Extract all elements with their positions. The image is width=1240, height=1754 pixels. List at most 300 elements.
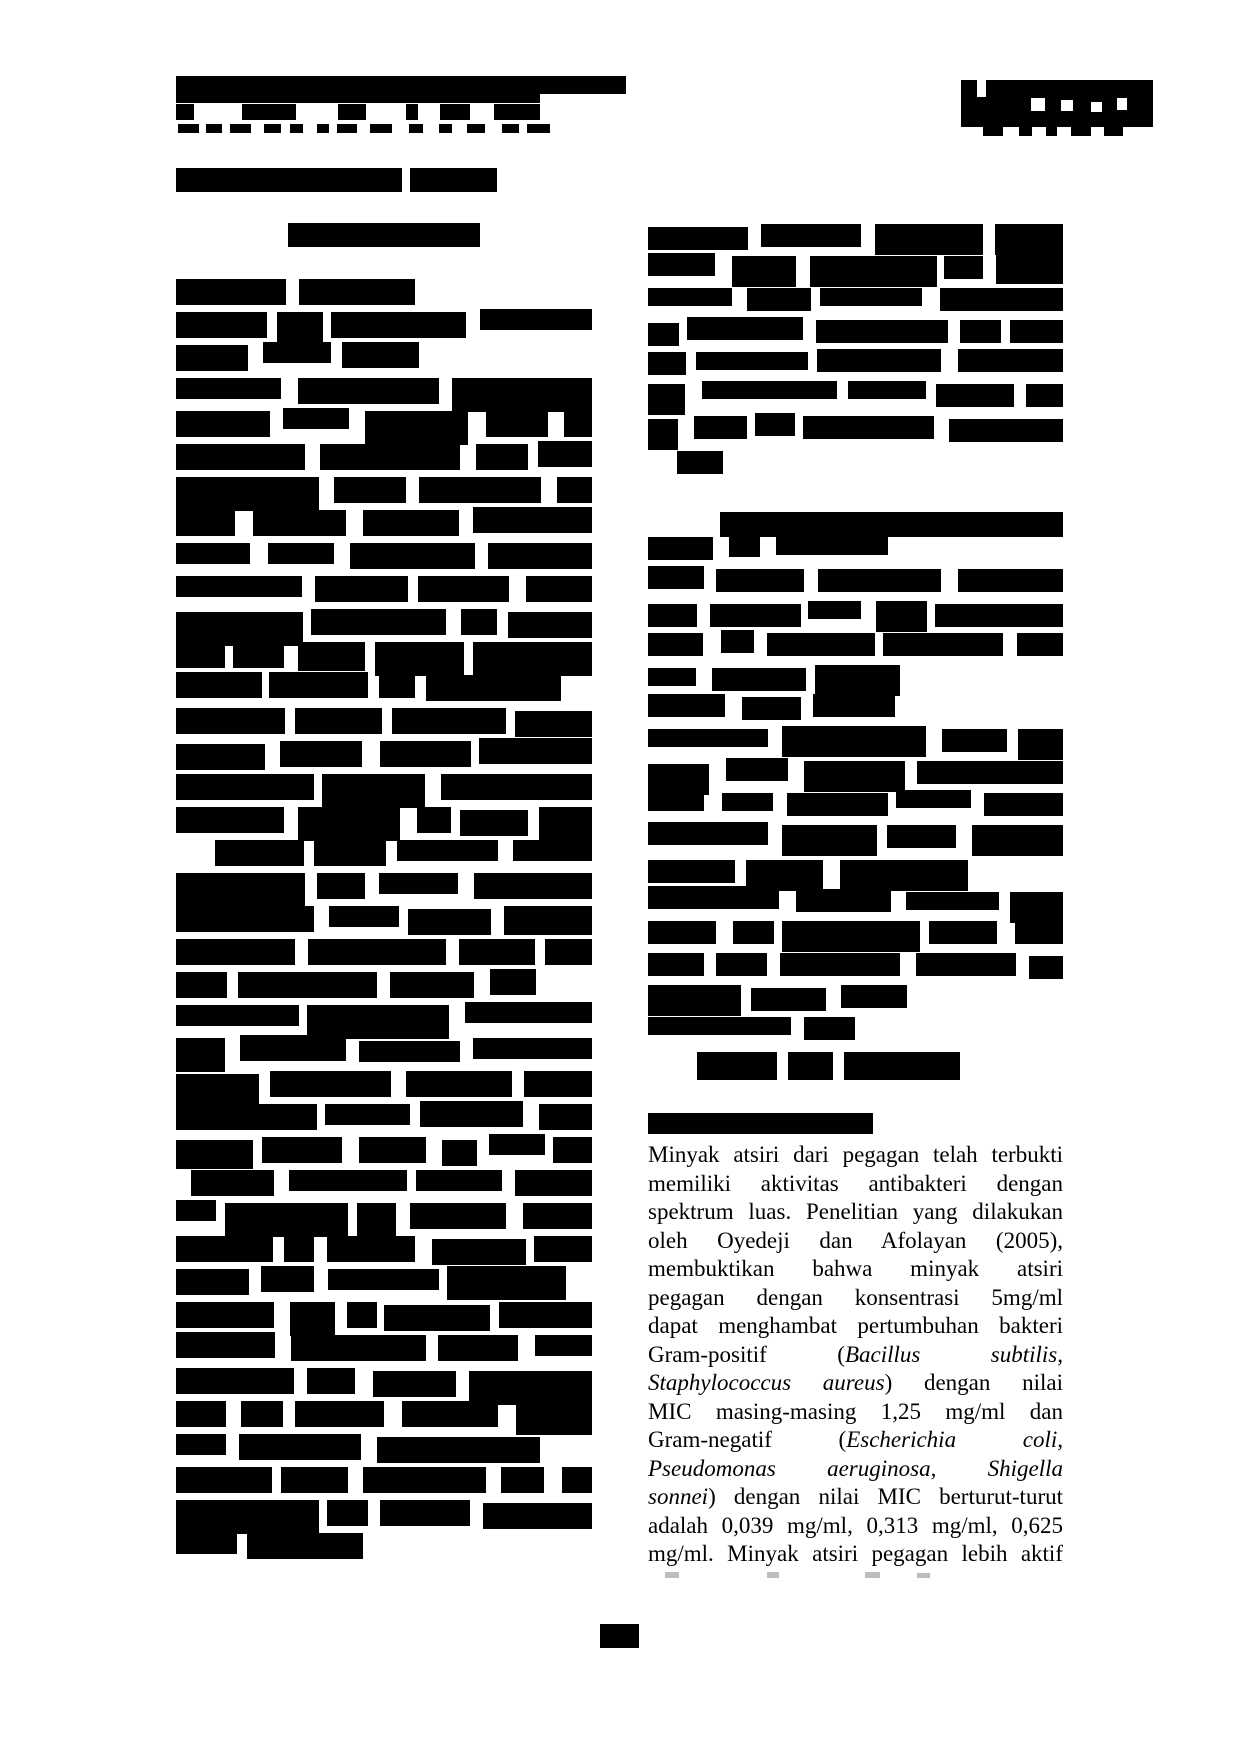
redaction-word [984,793,1063,816]
redaction-word [176,1332,275,1358]
redaction-word [729,534,760,557]
redaction-word [929,921,997,944]
redaction-dash [1104,127,1123,136]
redaction-word [972,825,1063,856]
paragraph-line [648,1540,1063,1569]
paragraph-line [648,1341,1063,1370]
redaction-word [648,886,779,909]
redaction-word [176,1434,226,1455]
redaction-word [776,537,887,555]
redaction-dash [409,124,423,133]
redaction-word [782,921,920,952]
redaction-word [176,1467,272,1493]
redaction-word [996,253,1063,284]
body-text: Minyak atsiri dari pegagan telah terbukti [648,1142,1063,1167]
redaction-word [648,764,709,795]
redaction-word [782,825,877,856]
redaction-word [357,1203,396,1237]
redaction-word [290,1302,335,1336]
redaction-word [721,630,754,653]
redaction-word [515,1170,592,1196]
redaction-word [687,317,803,340]
redacted-title-line-2 [176,104,540,120]
redaction-word [465,1002,592,1023]
body-text: Gram-positif ( [648,1341,845,1367]
body-text: adalah 0,039 mg/ml, 0,313 mg/ml, 0,625 [648,1512,1063,1538]
redaction-dash [1019,127,1032,136]
redaction-word [508,612,592,638]
redaction-word [176,1104,317,1130]
redaction-word [233,642,284,668]
redaction-word [327,1236,415,1262]
redaction-word [1026,384,1063,407]
redaction-word [350,543,475,569]
redaction-word [483,1503,592,1529]
redaction-word [299,279,415,305]
redaction-word [476,444,528,470]
redaction-word [176,411,270,437]
redaction-word [648,985,741,1016]
redaction-word [488,543,592,569]
redaction-word [761,224,861,247]
redaction-word [523,1203,592,1229]
redaction-word [262,1137,341,1163]
species-name-italic: Bacillus subtilis, [844,1341,1063,1367]
redaction-word [710,604,801,627]
redaction-word [553,1137,592,1163]
species-name-italic: Pseudomonas aeruginosa, Shigella [648,1455,1063,1481]
redaction-word [418,576,508,602]
redaction-word [648,253,715,276]
redaction-word [176,972,227,998]
redaction-notch [1117,98,1127,110]
redaction-word [526,576,592,602]
redaction-word [215,840,303,866]
redaction-word [408,909,491,935]
redaction-word [1029,956,1063,979]
redaction-word [995,224,1063,255]
redaction-word [716,953,767,976]
redaction-word [804,1017,856,1040]
redaction-word [1018,729,1063,760]
redaction-word [176,477,319,511]
redaction-word [176,672,262,698]
redaction-word-gap [833,1052,844,1080]
redaction-word [480,309,592,330]
redaction-word [176,744,265,770]
redaction-word [648,566,704,589]
redaction-word [329,906,398,927]
redaction-word [176,1401,226,1427]
redaction-word [732,256,796,287]
redaction-word [291,1335,426,1361]
redaction-word [420,1101,523,1127]
redaction-dash [290,124,303,133]
redaction-word [325,1104,410,1125]
redaction-word [176,1140,253,1169]
redaction-word [176,774,314,800]
redaction-word [176,543,250,564]
redaction-word [283,408,349,429]
redaction-notch [1031,98,1045,111]
paragraph-line [648,1312,1063,1341]
redaction-word [648,793,704,811]
redaction-notch [1091,102,1102,112]
redaction-dash [317,124,329,133]
redaction-word [459,939,535,965]
redaction-word [796,889,891,912]
redaction-word [176,642,225,668]
redaction-word [648,323,679,346]
paragraph-line [648,1141,1063,1170]
redaction-notch [1061,100,1073,111]
redaction-word [742,697,800,720]
species-name-italic: Staphylococcus aureus [648,1370,885,1395]
redaction-word [782,726,926,757]
redaction-notch [977,80,986,97]
redaction-word [176,807,284,833]
redaction-word [268,543,335,564]
redaction-word [841,985,906,1008]
redaction-word [176,708,285,734]
redaction-word [840,860,968,891]
redaction-word [176,1005,299,1026]
redaction-word [342,342,420,368]
species-name-italic: sonnei [648,1484,709,1509]
redaction-word-gap [194,104,242,120]
redaction-word [490,969,536,995]
redaction-word [887,825,956,848]
redaction-word [281,1467,348,1493]
redacted-right-subheading-1 [720,512,1063,537]
redacted-affiliation-line [176,168,497,192]
redaction-word [747,288,812,311]
redaction-word [944,256,983,279]
redaction-word [535,1335,592,1356]
redaction-word [176,873,305,907]
redaction-word [515,711,592,737]
redaction-word [949,419,1063,442]
redacted-results-heading [697,1052,960,1080]
redaction-word [935,604,1063,627]
redaction-word [363,510,459,536]
redaction-word-gap [366,104,406,120]
redaction-word [702,381,838,399]
paragraph-line [648,1284,1063,1313]
redacted-title-superscript [540,76,626,94]
redaction-word [347,1302,377,1328]
redaction-word [648,633,703,656]
redaction-word [261,1266,314,1292]
paragraph-line [648,1369,1063,1398]
redaction-word [818,569,941,592]
redaction-word [460,810,528,836]
redaction-word [722,793,773,811]
redaction-word [419,477,541,503]
redaction-word [755,413,795,436]
redaction-word [295,708,382,734]
redaction-word [694,416,746,439]
redaction-dash [1046,127,1056,136]
redaction-word [473,507,592,533]
redaction-word [380,741,471,767]
redaction-word [648,921,716,944]
redaction-word [176,1302,274,1328]
redaction-word [432,1239,525,1265]
body-text: ) dengan nilai [884,1370,1063,1395]
redaction-word [176,1269,249,1295]
redaction-word [238,972,377,998]
redaction-word [960,320,1001,343]
redaction-word [648,288,732,306]
redaction-word [751,988,826,1011]
redaction-word [696,352,809,370]
redaction-word-gap [296,104,338,120]
redacted-antibacterial-subheading [648,1113,873,1134]
redaction-word [648,694,725,717]
redaction-word [280,741,361,767]
redaction-word [441,774,592,800]
redaction-word [176,1533,237,1554]
redaction-word [516,1401,592,1435]
redaction-word [331,312,466,338]
paragraph-line [648,1426,1063,1455]
redaction-word [327,1500,367,1526]
body-text: Gram-negatif ( [648,1427,847,1452]
redaction-word [384,1305,489,1331]
redaction-word [562,1467,592,1493]
redaction-word [820,288,922,306]
redaction-dash [983,127,1003,136]
faded-text-remnant [917,1573,930,1578]
redaction-word [917,761,1063,784]
redaction-word [176,510,235,536]
redaction-word [176,378,281,399]
redaction-word [379,672,415,698]
redacted-title-line-1 [176,76,540,103]
redaction-word [524,1071,592,1097]
redaction-word [373,1371,457,1397]
redaction-word-gap [418,104,440,120]
redaction-word [648,352,686,375]
redaction-word [648,419,678,450]
redaction-word [876,601,927,632]
redaction-word [712,668,805,691]
redaction-word [942,729,1008,752]
redaction-word [810,256,937,287]
redaction-word [804,761,905,792]
redaction-word [298,642,365,671]
redaction-word [883,633,1003,656]
redaction-word [1017,633,1063,656]
redaction-word [816,320,948,343]
redaction-word [176,279,286,305]
redaction-word [648,953,704,976]
redaction-word [726,758,788,781]
redaction-word [648,729,768,747]
redaction-word [176,939,295,965]
redaction-word [240,1035,346,1061]
redaction-word [176,312,267,338]
paragraph-line [648,1398,1063,1427]
redaction-word [410,1203,506,1229]
paragraph-line [648,1170,1063,1199]
redaction-word [176,1038,225,1072]
body-text: spektrum luas. Penelitian yang dilakukan [648,1199,1063,1224]
redaction-word [817,349,941,372]
redaction-word [648,537,713,560]
body-paragraph [648,1141,1063,1569]
redaction-word [534,1236,592,1262]
redaction-word [545,939,592,965]
redaction-word [298,378,438,404]
redaction-word [176,444,305,470]
redaction-word [677,451,723,474]
paragraph-line [648,1483,1063,1512]
faded-text-remnant [865,1572,880,1578]
redaction-word [334,477,406,503]
redaction-word [539,1104,592,1130]
redaction-word [253,510,346,536]
paragraph-line [648,1512,1063,1541]
redaction-word [365,411,468,445]
redaction-word [648,822,768,845]
redaction-word [940,288,1063,311]
redaction-word [176,906,314,932]
redaction-word [225,1203,348,1237]
redaction-word [906,892,999,910]
redaction-word [486,411,548,437]
redaction-dash [467,124,484,133]
redaction-word [289,1170,407,1191]
redaction-word [263,342,331,363]
redaction-word [307,1005,449,1039]
paragraph-line [648,1198,1063,1227]
redaction-dash [527,124,550,133]
body-text: ) dengan nilai MIC berturut-turut [708,1484,1063,1509]
species-name-italic: Escherichia coli, [846,1427,1063,1452]
redaction-word [808,601,861,619]
redaction-word-gap [402,168,410,192]
redaction-word [397,840,498,861]
redaction-dash [1071,127,1092,136]
redaction-word [359,1137,426,1163]
redaction-word [363,1467,486,1493]
redaction-word [270,1071,391,1097]
body-text: dapat menghambat pertumbuhan bakteri [648,1313,1063,1338]
redaction-word [447,1266,566,1300]
redaction-dash [502,124,520,133]
redaction-word [813,694,895,717]
redaction-word [469,1371,592,1405]
redaction-word [564,411,592,437]
redaction-word [247,1533,363,1559]
redaction-word [896,790,971,808]
redaction-word [442,1140,477,1166]
redaction-word [176,1500,319,1534]
redaction-word [317,873,365,899]
body-text: MIC masing-masing 1,25 mg/ml dan [648,1398,1063,1424]
redaction-word [648,1017,791,1035]
redaction-word [390,972,474,998]
redaction-word [176,612,303,646]
redaction-word [648,668,696,686]
redaction-word [380,1500,470,1526]
redaction-word [176,1368,294,1394]
redaction-word [176,576,302,597]
redaction-word [438,1335,518,1361]
body-text: pegagan dengan konsentrasi 5mg/ml [648,1284,1063,1310]
redaction-word [780,953,899,976]
redaction-word [648,384,685,415]
redaction-word [538,441,592,467]
redaction-word [176,345,248,371]
redaction-word [308,939,447,965]
redaction-word [416,1170,502,1191]
redaction-word [176,1074,259,1108]
redaction-word [875,224,983,255]
redaction-word [298,807,400,841]
redaction-word [295,1401,384,1427]
redaction-word [239,1434,361,1460]
redaction-dash [337,124,357,133]
redaction-word [1010,892,1063,923]
redaction-word [803,416,935,439]
redacted-page-number [600,1624,639,1648]
body-text: memiliki aktivitas antibakteri dengan [648,1170,1063,1196]
redaction-word [452,378,592,412]
redaction-word [499,1302,592,1328]
redaction-word [359,1041,460,1062]
redaction-word [406,1071,512,1097]
redaction-word [392,708,507,734]
redaction-word [479,738,592,764]
redaction-dash [206,124,222,133]
redaction-word [402,1401,498,1427]
redaction-word [320,444,460,470]
redaction-dash [439,124,453,133]
redaction-word [648,604,697,627]
redaction-word [241,1401,282,1427]
redaction-word [176,1236,273,1262]
redacted-journal-info-box [961,80,1153,127]
redaction-dash [264,124,281,133]
redaction-word [787,793,888,816]
redaction-word [426,675,561,701]
redaction-dash [178,124,199,133]
redaction-word [461,609,498,635]
redaction-word [958,349,1063,372]
paragraph-line [648,1455,1063,1484]
redaction-word [315,576,408,602]
redaction-word [489,1134,545,1155]
redaction-word [648,860,735,883]
body-text: oleh Oyedeji dan Afolayan (2005), [648,1227,1063,1253]
body-text: mg/ml. Minyak atsiri pegagan lebih aktif [648,1541,1063,1566]
paragraph-line [648,1227,1063,1256]
redaction-word [958,569,1063,592]
redaction-word [322,774,425,808]
redaction-word [375,642,465,676]
paragraph-line [648,1255,1063,1284]
redaction-word [504,906,592,935]
redaction-word [513,840,592,861]
redaction-word [176,1200,216,1221]
redaction-word [716,569,804,592]
redaction-word [767,633,875,656]
redaction-word [1010,320,1063,343]
redaction-word [815,665,900,696]
